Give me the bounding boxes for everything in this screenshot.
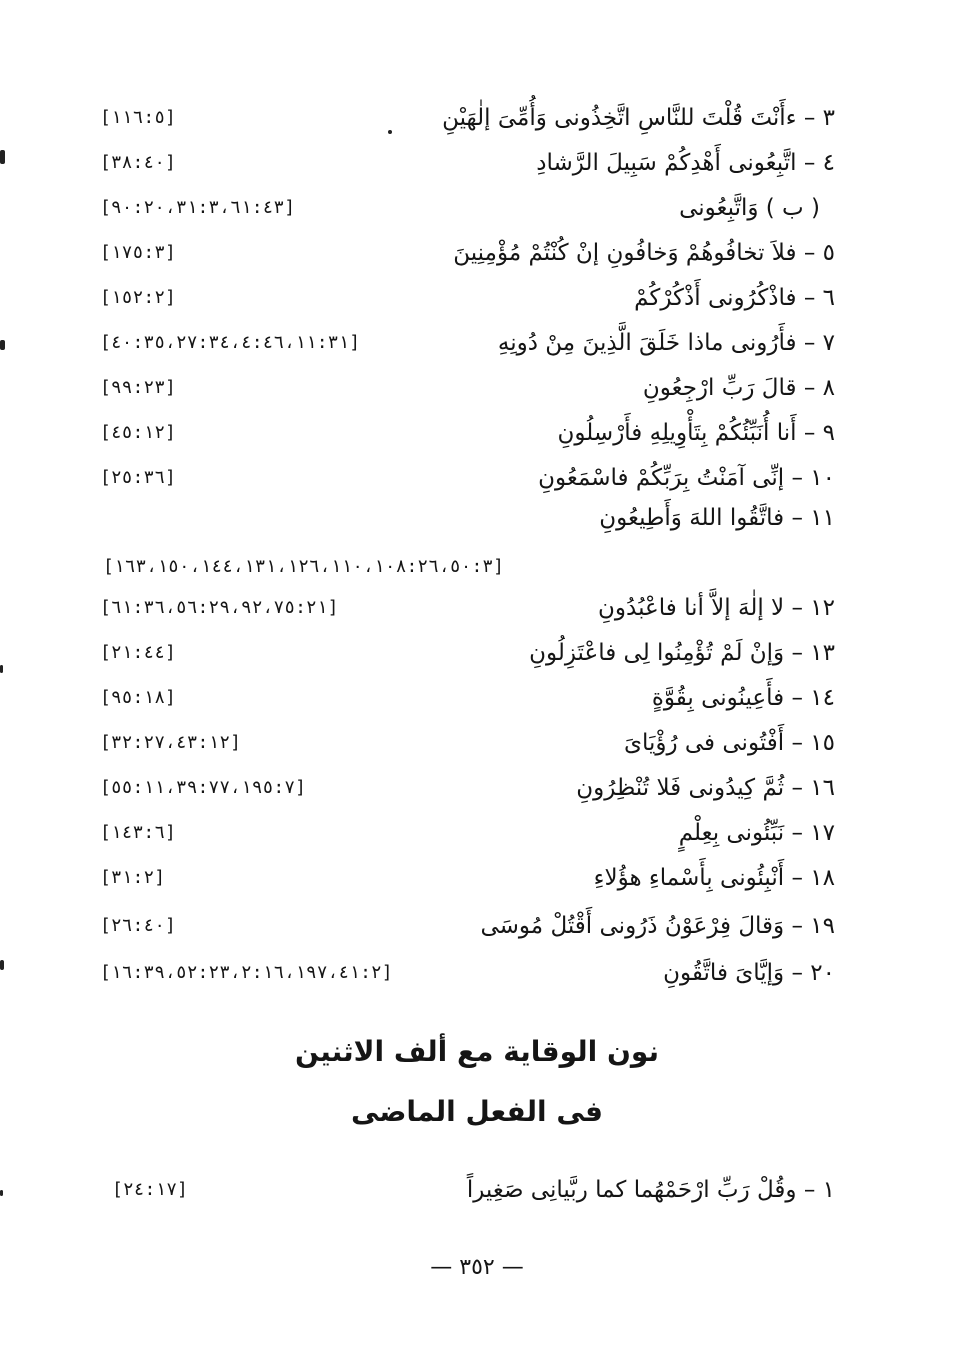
entry-text: ٨ – قالَ رَبِّ ارْجِعُونِ: [642, 375, 835, 401]
entry-reference-long: [١٦٣،١٥٠،١٤٤،١٣١،١٢٦،١١٠،١٠٨:٢٦،٥٠:٣]: [103, 556, 504, 577]
list-item: [100, 235, 835, 275]
entry-reference: [٢٦:٤٠]: [100, 915, 176, 936]
list-item: [100, 908, 835, 948]
list-item: [100, 635, 835, 675]
entry-text: ١٧ – نَبِّئُونى بِعِلْمٍ: [678, 820, 835, 846]
list-item: [100, 370, 835, 410]
entry-text: ٢٠ – وَإيَّاىَ فاتَّقُونِ: [663, 960, 835, 986]
entry-reference: [٢٤:١٧]: [112, 1179, 188, 1200]
entry-reference: [٤٥:١٢]: [100, 422, 176, 443]
ink-dot: [388, 130, 392, 134]
list-item: [100, 770, 835, 810]
entry-text: ٧ – فأَرُونى ماذا خَلَقَ الَّذِينَ مِنْ دُونِهِ: [497, 330, 835, 356]
entry-text: ٩ – أَنا أُنَبِّئُكُمْ بِتَأْوِيلِهِ فأَرْسِلُونِ: [557, 420, 835, 446]
section-title: نون الوقاية مع ألف الاثنين: [295, 1035, 659, 1068]
list-item: [100, 190, 835, 230]
list-item: [100, 325, 835, 365]
entry-text: ١٩ – وَقالَ فِرْعَوْنُ ذَرُونى أَقْتُلْ مُوسَى: [480, 913, 835, 939]
entry-text: ١٤ – فأَعِينُونى بِقُوَّةٍ: [651, 685, 835, 711]
entry-text: ١٥ – أَفْتُونى فى رُؤْيَاىَ: [623, 730, 835, 756]
entry-text: ٤ – اتَّبِعُونى أَهْدِكُمْ سَبِيلَ الرَّشادِ: [536, 150, 835, 176]
section-subtitle: فى الفعل الماضى: [351, 1095, 603, 1128]
entry-reference: [١٧٥:٣]: [100, 242, 176, 263]
entry-reference: [١٥٢:٢]: [100, 287, 176, 308]
list-item: [100, 100, 835, 140]
entry-reference: [١٦:٣٩،٥٢:٢٣،٢:١٦،١٩٧،٤١:٢]: [100, 962, 393, 983]
entry-reference: [٢٥:٣٦]: [100, 467, 176, 488]
scan-edge-mark: [0, 665, 3, 673]
entry-text: ٣ – ءأَنْتَ قُلْتَ للنَّاسِ اتَّخِذُونى وَأُمِّىَ إلٰهَيْنِ: [442, 105, 835, 131]
entry-text: ١٢ – لا إلٰهَ إلاَّ أنا فاعْبُدُونِ: [598, 595, 835, 621]
entry-text: ٦ – فاذْكُرُونى أَذْكُرْكُمْ: [634, 285, 835, 311]
entry-reference: [٦١:٣٦،٥٦:٢٩،٩٢،٧٥:٢١]: [100, 597, 339, 618]
list-item: [100, 815, 835, 855]
list-item: [100, 860, 835, 900]
entry-reference: [٣٨:٤٠]: [100, 152, 176, 173]
entry-reference: [٥٥:١١،٣٩:٧٧،١٩٥:٧]: [100, 777, 306, 798]
entry-reference: [٩٥:١٨]: [100, 687, 176, 708]
scan-edge-mark: [0, 960, 4, 970]
entry-text: ١٨ – أَنْبِئُونى بِأَسْماءِ هؤُلاءِ: [593, 865, 835, 891]
list-item: [100, 145, 835, 185]
entry-text: ١٠ – إنِّى آمَنْتُ بِرَبِّكُمْ فاسْمَعُونِ: [538, 465, 835, 491]
entry-reference: [٣٢:٢٧،٤٣:١٢]: [100, 732, 241, 753]
entry-text: ١٣ – وَإنْ لَمْ تُؤْمِنُوا لِى فاعْتَزِلُونِ: [529, 640, 835, 666]
list-item: [100, 680, 835, 720]
list-item: [100, 725, 835, 765]
entry-text: ٥ – فلاَ تخافُوهُمْ وَخافُونِ إنْ كُنْتُمْ مُؤْمِنِينَ: [453, 240, 835, 266]
list-item: [100, 1172, 835, 1212]
page-number: — ٣٥٢ —: [430, 1255, 524, 1280]
scan-edge-mark: [0, 150, 5, 164]
list-item: [100, 500, 835, 540]
scan-edge-mark: [0, 1190, 3, 1196]
list-item: [100, 590, 835, 630]
entry-reference: [٩٠:٢٠،٣١:٣،٦١:٤٣]: [100, 197, 296, 218]
list-item: [100, 460, 835, 500]
entry-text: ١ – وقُلْ رَبِّ ارْحَمْهُما كما ربَّيانِى صَغِيراً: [466, 1177, 835, 1203]
entry-reference: [٤٠:٣٥،٢٧:٣٤،٤:٤٦،١١:٣١]: [100, 332, 361, 353]
entry-reference: [٢١:٤٤]: [100, 642, 176, 663]
list-item: [100, 415, 835, 455]
entry-text: ١١ – فاتَّقُوا اللهَ وَأَطِيعُونِ: [599, 505, 835, 531]
entry-reference: [٩٩:٢٣]: [100, 377, 176, 398]
entry-text: ( ب ) وَاتَّبِعُونى: [679, 195, 820, 221]
entry-reference: [١١٦:٥]: [100, 107, 176, 128]
list-item: [100, 280, 835, 320]
list-item: [100, 955, 835, 995]
entry-reference: [٣١:٢]: [100, 867, 166, 888]
scan-edge-mark: [0, 340, 5, 350]
entry-text: ١٦ – ثُمَّ كِيدُونى فَلا تُنْظِرُونِ: [576, 775, 835, 801]
entry-reference: [١٤٣:٦]: [100, 822, 176, 843]
